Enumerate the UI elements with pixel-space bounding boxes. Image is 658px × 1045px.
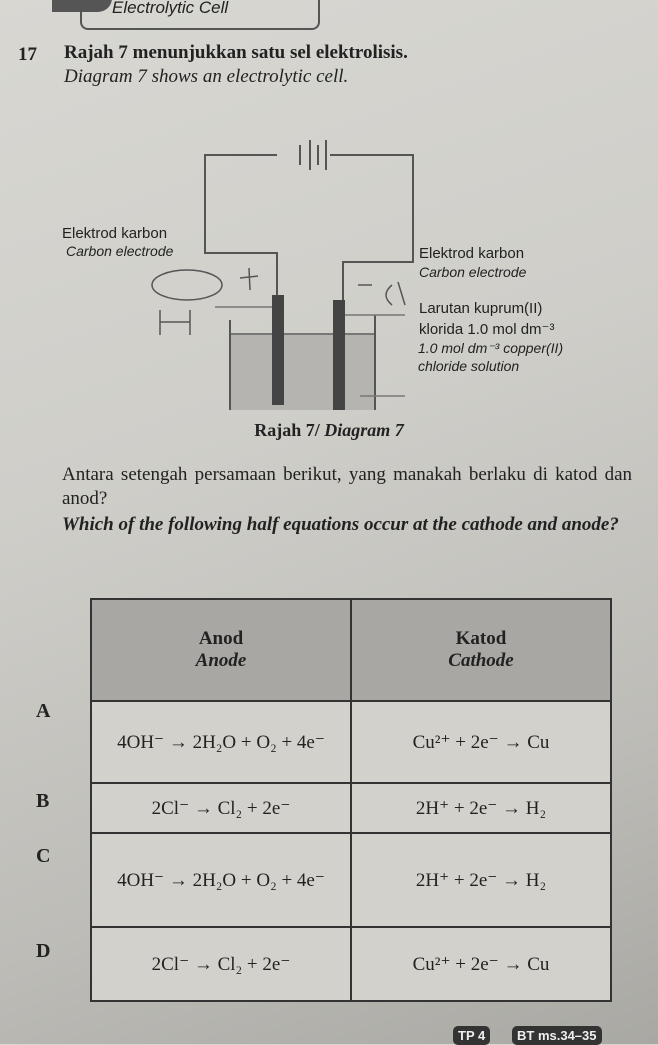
option-c-label[interactable]: C: [36, 845, 51, 867]
option-a-label[interactable]: A: [36, 700, 51, 722]
question-text-en: Diagram 7 shows an electrolytic cell.: [64, 66, 349, 87]
cathode-equation: Cu²⁺ + 2e⁻ → Cu: [351, 701, 611, 783]
right-electrode-label-ms: Elektrod karbon: [419, 245, 525, 262]
anode-electrode: [272, 295, 284, 405]
cathode-electrode: [333, 300, 345, 410]
question-number: 17: [18, 44, 37, 65]
table-row[interactable]: [91, 783, 611, 833]
solution: [231, 334, 374, 410]
left-electrode-label-ms: Elektrod karbon: [62, 225, 168, 242]
diagram-caption: Rajah 7/ Diagram 7: [254, 420, 404, 440]
cathode-equation: Cu²⁺ + 2e⁻ → Cu: [351, 927, 611, 1001]
battery-icon: [300, 140, 326, 170]
question-text-ms: Rajah 7 menunjukkan satu sel elektrolisis.: [64, 42, 408, 63]
anode-equation: 4OH⁻ → 2H₂O + O₂ + 4e⁻: [91, 833, 351, 927]
option-b-label[interactable]: B: [36, 790, 50, 812]
electrolytic-cell-diagram: [0, 110, 658, 410]
prompt-text-ms: Antara setengah persamaan berikut, yang manakah berlaku di katod dan anod?: [62, 464, 632, 509]
table-row[interactable]: [91, 833, 611, 927]
wire-right: [330, 155, 413, 305]
table-row[interactable]: [91, 927, 611, 1001]
cathode-equation: 2H⁺ + 2e⁻ → H₂: [351, 833, 611, 927]
solution-label-en-2: chloride solution: [418, 358, 520, 374]
anode-equation: 2Cl⁻ → Cl₂ + 2e⁻: [91, 783, 351, 833]
bt-badge: BT ms.34–35: [512, 1026, 602, 1045]
right-electrode-label-en: Carbon electrode: [419, 264, 527, 280]
anode-equation: 4OH⁻ → 2H₂O + O₂ + 4e⁻: [91, 701, 351, 783]
solution-label-en-1: 1.0 mol dm⁻³ copper(II): [418, 340, 564, 356]
option-d-label[interactable]: D: [36, 940, 51, 962]
section-tag: Electrolytic Cell: [80, 0, 320, 30]
answer-options-table: [90, 598, 612, 1002]
tp-badge: TP 4: [453, 1026, 490, 1045]
anode-equation: 2Cl⁻ → Cl₂ + 2e⁻: [91, 927, 351, 1001]
header-cathode: Katod Cathode: [351, 599, 611, 701]
table-row[interactable]: [91, 701, 611, 783]
solution-label-ms-2: klorida 1.0 mol dm⁻³: [419, 321, 555, 338]
solution-label-ms-1: Larutan kuprum(II): [419, 300, 543, 317]
prompt-text-en: Which of the following half equations occur at the cathode and anode?: [62, 514, 619, 535]
left-electrode-label-en: Carbon electrode: [66, 243, 174, 259]
header-anode: Anod Anode: [91, 599, 351, 701]
cathode-equation: 2H⁺ + 2e⁻ → H₂: [351, 783, 611, 833]
